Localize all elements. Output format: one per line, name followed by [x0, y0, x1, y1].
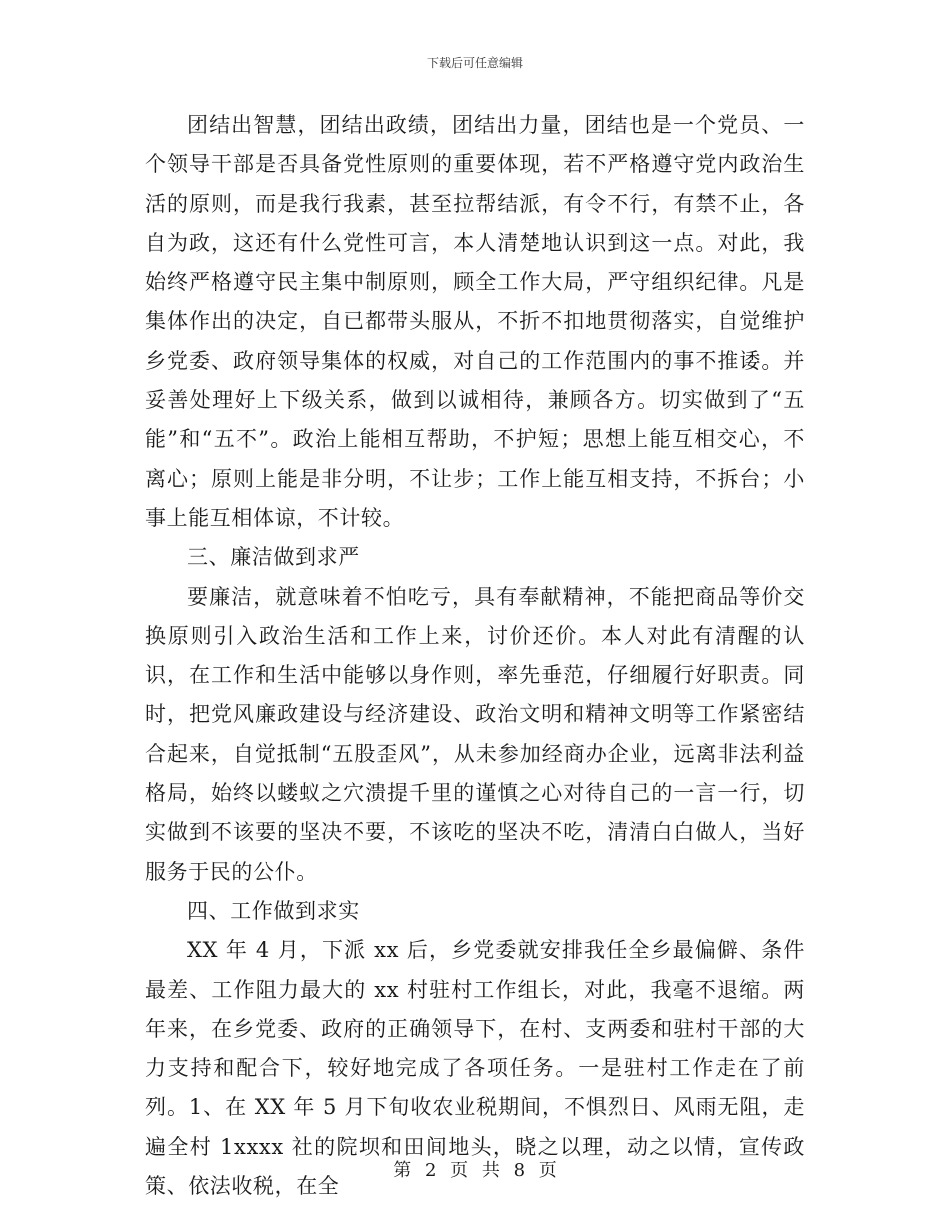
footer-prefix: 第 [393, 1160, 412, 1181]
footer-current-page: 2 [424, 1160, 437, 1181]
paragraph-unity: 团结出智慧，团结出政绩，团结出力量，团结也是一个党员、一个领导干部是否具备党性原则的重要体现，若不严格遵守党内政治生活的原则，而是我行我素，甚至拉帮结派，有令不行，有禁不止，各自为政，这还有什么党性可言，本人清楚地认识到这一点。对此，我始终严格遵守民主集中制原则，顾全工作大局，严守组织纪律。凡是集体作出的决定，自已都带头服从，不折不扣地贯彻落实，自觉维护乡党委、政府领导集体的权威，对自己的工作范围内的事不推诿。并妥善处理好上下级关系，做到以诚相待，兼顾各方。切实做到了“五能”和“五不”。政治上能相互帮助，不护短；思想上能互相交心，不离心；原则上能是非分明，不让步；工作上能互相支持，不拆台；小事上能互相体谅，不计较。 [145, 113, 805, 530]
paragraph-work: XX 年 4 月，下派 xx 后，乡党委就安排我任全乡最偏僻、条件最差、工作阻力最大的 xx 村驻村工作组长，对此，我毫不退缩。两年来，在乡党委、政府的正确领导下，在村、支两委和驻村干部的大力支持和配合下，较好地完成了各项任务。一是驻村工作走在了前列。1、在 XX 年 5 月下旬收农业税期间，不惧烈日、风雨无阻，走遍全村 1xxxx 社的院坝和田间地头，晓之以理，动之以情，宣传政策、依法收税，在全 [145, 938, 805, 1199]
page-header: 下载后可任意编辑 [426, 56, 523, 70]
page-footer [0, 1156, 950, 1182]
paragraph-integrity: 要廉洁，就意味着不怕吃亏，具有奉献精神，不能把商品等价交换原则引入政治生活和工作上来，讨价还价。本人对此有清醒的认识，在工作和生活中能够以身作则，率先垂范，仔细履行好职责。同时，把党风廉政建设与经济建设、政治文明和精神文明等工作紧密结合起来，自觉抵制“五股歪风”，从未参加经商办企业，远离非法利益格局，始终以蝼蚁之穴溃提千里的谨慎之心对待自己的一言一行，切实做到不该要的坚决不要，不该吃的坚决不吃，清清白白做人，当好服务于民的公仆。 [145, 584, 805, 884]
section-heading-integrity: 三、廉洁做到求严 [187, 545, 360, 570]
document-body [145, 106, 805, 1206]
footer-total-pages: 8 [513, 1160, 526, 1181]
footer-page-word: 页 [450, 1160, 469, 1181]
footer-suffix: 页 [538, 1160, 557, 1181]
footer-total-word: 共 [481, 1160, 500, 1181]
section-heading-work: 四、工作做到求实 [187, 898, 360, 923]
